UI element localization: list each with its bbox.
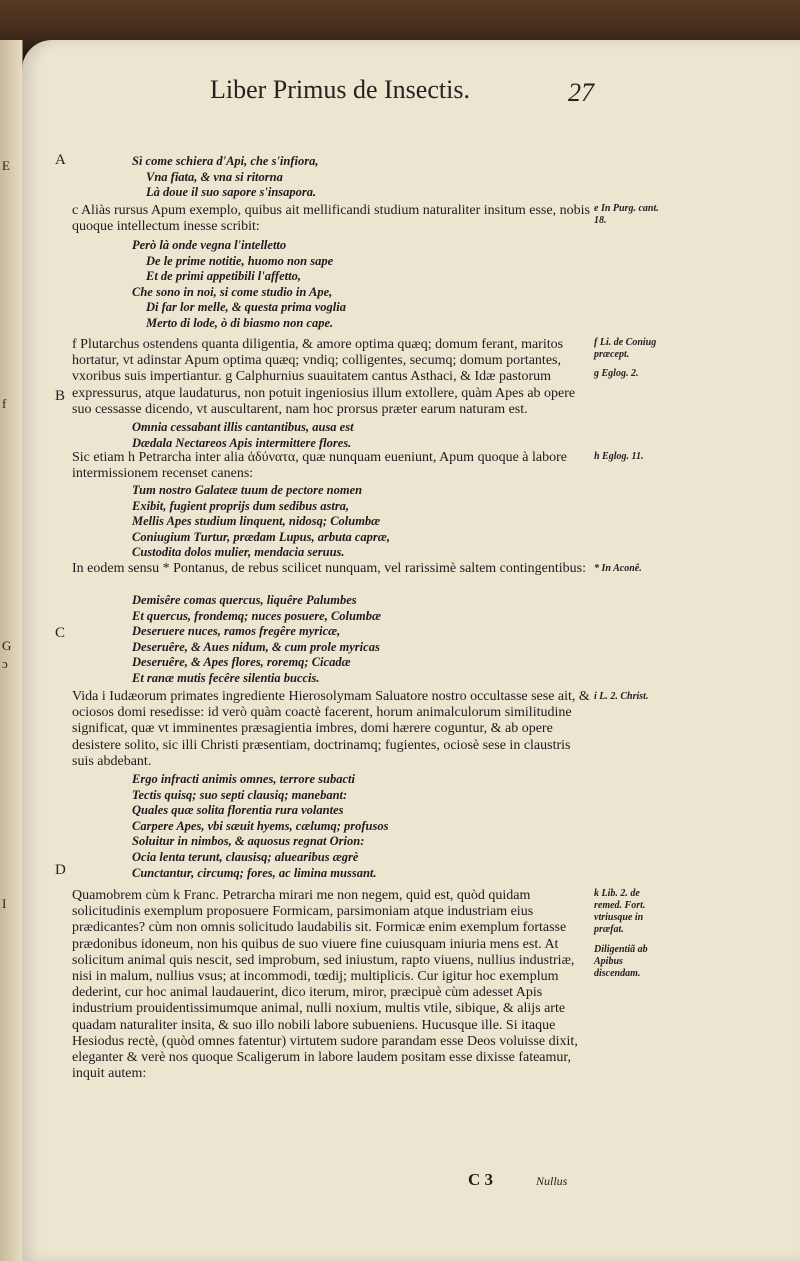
margin-letter-a: A bbox=[55, 152, 66, 168]
verse-line: Tum nostro Galateæ tuum de pectore nomen bbox=[132, 483, 363, 497]
margin-letter-c: C bbox=[55, 625, 66, 641]
verse-line: Et de primi appetibili l'affetto, bbox=[146, 269, 301, 284]
left-page-edge bbox=[0, 40, 23, 1261]
verse-block bbox=[132, 772, 592, 881]
left-page-letter: f bbox=[2, 396, 7, 411]
verse-line: Tectis quisq; suo septi clausiq; manebant: bbox=[132, 787, 348, 802]
margin-note: f Li. de Coniug præcept. bbox=[594, 337, 657, 360]
verse-line: Dædala Nectareos Apis intermittere flores. bbox=[132, 435, 352, 450]
verse-block bbox=[132, 483, 592, 561]
running-header: Liber Primus de Insectis. bbox=[210, 75, 470, 104]
verse-line: Carpere Apes, vbi sæuit hyems, cælumq; profusos bbox=[132, 818, 389, 833]
verse-line: Che sono in noi, si come studio in Ape, bbox=[132, 284, 333, 299]
verse-line: Quales quæ solita florentia rura volantes bbox=[132, 803, 344, 818]
margin-note: k Lib. 2. de remed. Fort. vtriusque in præfat. bbox=[594, 888, 646, 935]
verse-line: Sì come schiera d'Api, che s'infiora, bbox=[132, 154, 319, 168]
paragraph: Vida i Iudæorum primates ingrediente Hierosolymam Saluatore nostro occultasse sese ait, & ociosos domi resedisse: id verò quàm coactè facerent, horum animalculorum similitudine significat, quæ vt imminentes præsagientia imbres, domi hærere coguntur, & ab opere desistere solito, sic illi Christi præsentiam, doctrinamq; fugientes, ociosè sese in claustris suis abdebant. bbox=[72, 689, 590, 769]
verse-line: Deseruêre, & Apes flores, roremq; Cicadæ bbox=[132, 655, 351, 670]
signature-mark: C 3 bbox=[468, 1170, 494, 1189]
margin-note: * In Aconê. bbox=[594, 563, 642, 574]
left-page-letter: E bbox=[2, 158, 10, 173]
verse-line: Soluitur in nimbos, & aquosus regnat Orion: bbox=[132, 834, 365, 849]
left-page-letter: G bbox=[2, 638, 12, 653]
verse-line: Exibit, fugient proprijs dum sedibus astra, bbox=[132, 498, 350, 513]
verse-line: Vna fiata, & vna si ritorna bbox=[146, 169, 283, 184]
margin-note: g Eglog. 2. bbox=[594, 368, 639, 379]
catchword: Nullus bbox=[536, 1174, 568, 1188]
paragraph: In eodem sensu * Pontanus, de rebus scilicet nunquam, vel rarissimè saltem contingentibus: bbox=[72, 561, 587, 576]
verse-line: Però là onde vegna l'intelletto bbox=[132, 238, 287, 252]
margin-letter-b: B bbox=[55, 388, 66, 404]
page-number: 27 bbox=[568, 78, 594, 107]
margin-note: Diligentiã ab Apibus discendam. bbox=[594, 944, 648, 979]
verse-block bbox=[132, 593, 592, 687]
verse-line: Et ranæ mutis fecêre silentia buccis. bbox=[132, 670, 320, 685]
margin-letter-d: D bbox=[55, 862, 66, 878]
verse-line: De le prime notitie, huomo non sape bbox=[146, 253, 334, 268]
left-page-letter: ɔ bbox=[2, 656, 8, 671]
paragraph: Quamobrem cùm k Franc. Petrarcha mirari me non negem, quid est, quòd quidam solicitudinis exemplum proposuere Formicam, parsimoniam atque industriam eius prædicantes? cùm non omnis solicitudo laudabilis sit. Formicæ enim exemplum fortasse prædonibus idoneum, non his quibus de suo viuere fine cuiusquam iniuria mens est. At solicitum animal quis nescit, sed improbum, sed iniustum, rapto viuens, nullius industriæ, nisi in malum, nullius vsus; at incommodi, tœdij; multiplicis. Cur igitur hoc exemplum dederint, cur hoc animal laudauerint, dico iterum, miror, præcipuè cùm adesset Apis industrium prouidentissimumque animal, nulli noxium, multis vtile, sibique, & alijs arte quadam naturaliter insita, & suo illo nobili labore subueniens. Hucusque ille. Si itaque Hesiodus rectè, (quòd omnes fatentur) virtutem sudore parandam esse Deos voluisse dixit, eleganter & verè nos quoque Scaligerum in labore laudem positam esse dixisse fateamur, inquit autem: bbox=[72, 888, 578, 1082]
verse-line: Di far lor melle, & questa prima voglia bbox=[146, 300, 346, 315]
verse-line: Ocia lenta terunt, clausisq; aluearibus ægrè bbox=[132, 849, 359, 864]
verse-line: Mellis Apes studium linquent, nidosq; Columbæ bbox=[132, 514, 381, 529]
verse-block bbox=[132, 154, 592, 201]
paragraph: Sic etiam h Petrarcha inter alia ἀδύνατα, quæ nunquam eueniunt, Apum quoque à labore intermissionem recenset canens: bbox=[72, 450, 567, 482]
verse-block bbox=[132, 420, 592, 451]
verse-line: Ergo infracti animis omnes, terrore subacti bbox=[132, 772, 355, 786]
verse-line: Custodita dolos mulier, mendacia seruus. bbox=[132, 545, 345, 560]
verse-line: Deseruere nuces, ramos fregêre myricæ, bbox=[132, 624, 341, 639]
verse-line: Coniugium Turtur, prædam Lupus, arbuta capræ, bbox=[132, 529, 390, 544]
verse-line: Omnia cessabant illis cantantibus, ausa est bbox=[132, 420, 354, 434]
verse-line: Et quercus, frondemq; nuces posuere, Columbæ bbox=[132, 608, 381, 623]
verse-line: Merto di lode, ò di biasmo non cape. bbox=[146, 315, 334, 330]
verse-line: Là doue il suo sapore s'insapora. bbox=[146, 185, 317, 200]
verse-line: Deseruêre, & Aues nidum, & cum prole myricas bbox=[132, 639, 380, 654]
verse-line: Demisêre comas quercus, liquêre Palumbes bbox=[132, 593, 357, 607]
paragraph: c Aliàs rursus Apum exemplo, quibus ait mellificandi studium naturaliter insitum esse, nobis quoque intellectum inesse scribit: bbox=[72, 203, 590, 235]
left-page-letter: I bbox=[2, 896, 7, 911]
margin-note: e In Purg. cant. 18. bbox=[594, 203, 659, 226]
margin-note: i L. 2. Christ. bbox=[594, 691, 649, 702]
paragraph: f Plutarchus ostendens quanta diligentia, & amore optima quæq; domum ferant, maritos hortatur, vt adinstar Apum optima quæq; vndiq; colligentes, secumq; domum portantes, vxoribus suis impertiantur. g Calphurnius suauitatem cantus Asthaci, & Idæ pastorum expressurus, atque laudaturus, non potuit ingeniosius illum extollere, quàm Apes ab opere suo cessasse dicendo, vt auscultarent, nam hoc prorsus præter earum naturam est. bbox=[72, 337, 576, 417]
verse-block bbox=[132, 238, 592, 332]
verse-line: Cunctantur, circumq; fores, ac limina mussant. bbox=[132, 865, 377, 880]
margin-note: h Eglog. 11. bbox=[594, 451, 644, 462]
